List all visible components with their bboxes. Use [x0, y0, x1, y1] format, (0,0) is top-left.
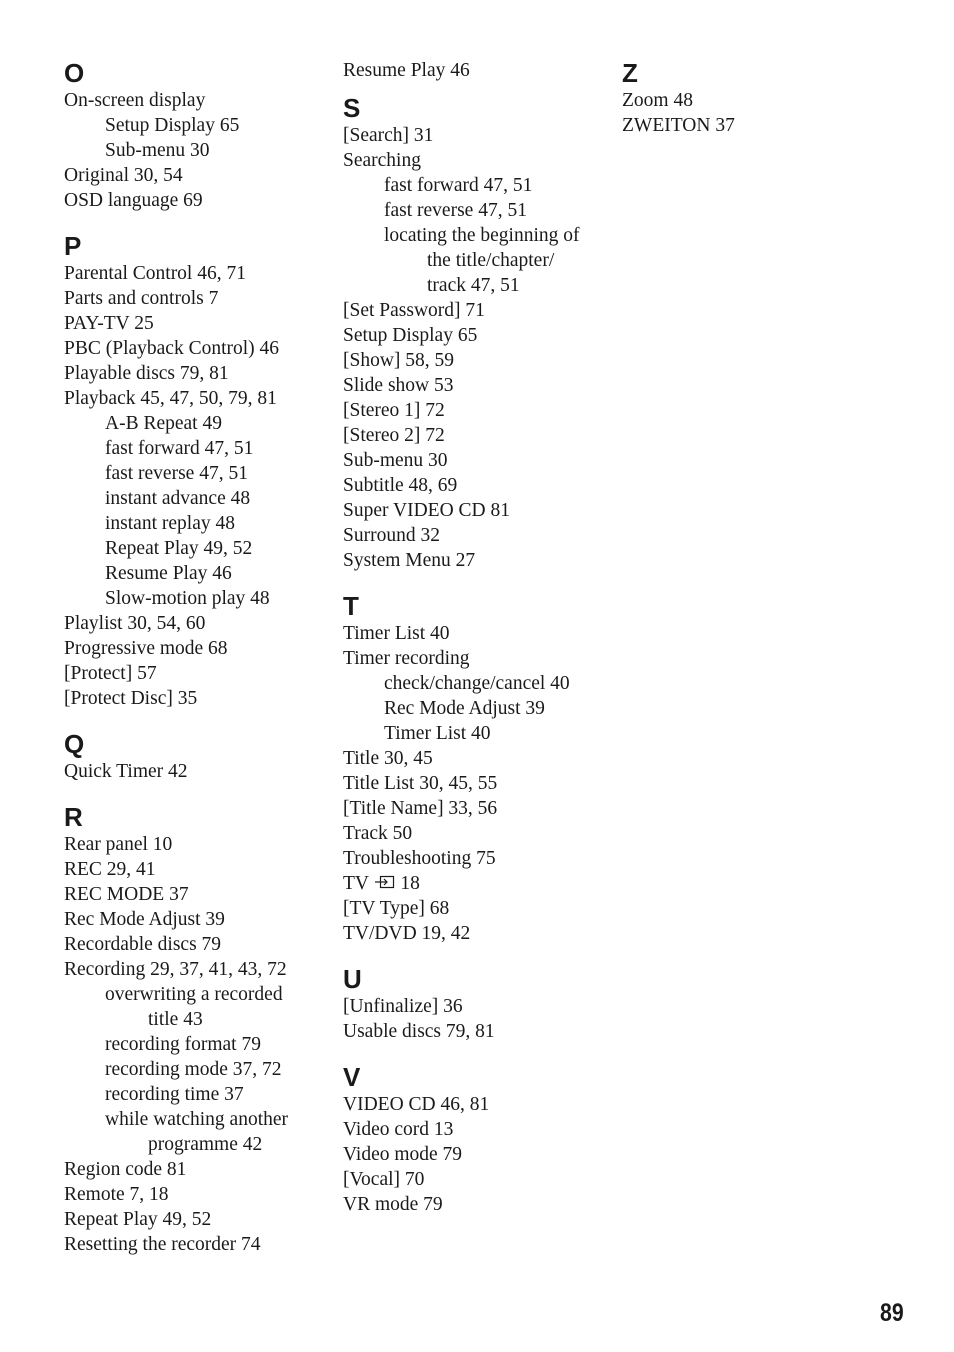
index-entry: Troubleshooting 75 [343, 848, 496, 869]
index-entry: Rec Mode Adjust 39 [64, 909, 225, 930]
entry-prefix: TV [343, 873, 369, 894]
index-entry: OSD language 69 [64, 190, 203, 211]
index-entry: Playable discs 79, 81 [64, 363, 229, 384]
index-entry: programme 42 [148, 1134, 263, 1155]
index-column-1 [64, 58, 334, 1275]
index-entry: Searching [343, 150, 421, 171]
index-entry: Progressive mode 68 [64, 638, 228, 659]
index-entry: [Search] 31 [343, 125, 434, 146]
index-entry: TV/DVD 19, 42 [343, 923, 471, 944]
index-entry: Resume Play 46 [343, 60, 470, 81]
index-entry: Setup Display 65 [105, 115, 240, 136]
index-entry: Recording 29, 37, 41, 43, 72 [64, 959, 287, 980]
index-entry: recording time 37 [105, 1084, 244, 1105]
index-entry: Subtitle 48, 69 [343, 475, 458, 496]
index-entry: [Show] 58, 59 [343, 350, 455, 371]
index-entry: [Title Name] 33, 56 [343, 798, 498, 819]
index-entry: Video cord 13 [343, 1119, 454, 1140]
section-letter: Z [622, 58, 638, 88]
index-entry: Repeat Play 49, 52 [64, 1209, 212, 1230]
index-section-p [64, 231, 334, 711]
index-entry: Parental Control 46, 71 [64, 263, 246, 284]
index-entry: Original 30, 54 [64, 165, 183, 186]
index-entry: locating the beginning of [384, 225, 580, 246]
index-entry: Title List 30, 45, 55 [343, 773, 498, 794]
index-entry: Timer List 40 [384, 723, 491, 744]
index-entry: Timer recording [343, 648, 470, 669]
index-entry: Quick Timer 42 [64, 761, 188, 782]
index-entry: [Set Password] 71 [343, 300, 485, 321]
index-entry: fast forward 47, 51 [105, 438, 254, 459]
index-entry [343, 871, 613, 896]
index-entry: [Protect] 57 [64, 663, 157, 684]
index-entry: Recordable discs 79 [64, 934, 222, 955]
index-entry: ZWEITON 37 [622, 115, 735, 136]
index-entry: [Stereo 1] 72 [343, 400, 445, 421]
index-entry: instant replay 48 [105, 513, 235, 534]
index-entry: instant advance 48 [105, 488, 251, 509]
index-entry: [Stereo 2] 72 [343, 425, 445, 446]
index-entry: while watching another [105, 1109, 289, 1130]
index-section-z [622, 58, 892, 138]
section-letter: V [343, 1062, 361, 1092]
section-letter: U [343, 964, 362, 994]
index-entry: fast forward 47, 51 [384, 175, 533, 196]
index-entry: Resetting the recorder 74 [64, 1234, 261, 1255]
index-entry: Sub-menu 30 [105, 140, 210, 161]
index-entry: Zoom 48 [622, 90, 693, 111]
index-section-s [343, 93, 613, 573]
index-column-2 [343, 58, 613, 1235]
page-number: 89 [880, 1299, 904, 1327]
index-entry: PBC (Playback Control) 46 [64, 338, 280, 359]
index-entry: Region code 81 [64, 1159, 187, 1180]
section-letter: R [64, 802, 83, 832]
index-entry: VIDEO CD 46, 81 [343, 1094, 490, 1115]
index-section-v [343, 1062, 613, 1217]
index-entry: fast reverse 47, 51 [384, 200, 527, 221]
index-entry: System Menu 27 [343, 550, 476, 571]
index-entry: VR mode 79 [343, 1194, 443, 1215]
index-entry: Sub-menu 30 [343, 450, 448, 471]
index-entry: Video mode 79 [343, 1144, 463, 1165]
index-entry: Remote 7, 18 [64, 1184, 169, 1205]
section-letter: O [64, 58, 85, 88]
index-entry: Track 50 [343, 823, 413, 844]
index-entry: Slow-motion play 48 [105, 588, 270, 609]
index-section-continued [343, 58, 613, 83]
index-entry: Repeat Play 49, 52 [105, 538, 253, 559]
index-entry: fast reverse 47, 51 [105, 463, 248, 484]
index-column-3 [622, 58, 892, 156]
index-entry: recording mode 37, 72 [105, 1059, 282, 1080]
index-entry: [Unfinalize] 36 [343, 996, 463, 1017]
index-section-o [64, 58, 334, 213]
section-letter: T [343, 591, 359, 621]
index-entry: On-screen display [64, 90, 206, 111]
index-section-q [64, 729, 334, 784]
index-entry: Slide show 53 [343, 375, 454, 396]
index-entry: [Vocal] 70 [343, 1169, 425, 1190]
index-entry: [Protect Disc] 35 [64, 688, 198, 709]
index-entry: Setup Display 65 [343, 325, 478, 346]
index-section-r [64, 802, 334, 1257]
index-entry: Super VIDEO CD 81 [343, 500, 511, 521]
section-letter: P [64, 231, 82, 261]
index-entry: Timer List 40 [343, 623, 450, 644]
index-entry: REC MODE 37 [64, 884, 189, 905]
index-entry: Title 30, 45 [343, 748, 433, 769]
index-entry: REC 29, 41 [64, 859, 156, 880]
section-letter: S [343, 93, 361, 123]
index-entry: overwriting a recorded [105, 984, 283, 1005]
index-entry: Resume Play 46 [105, 563, 232, 584]
index-entry: [TV Type] 68 [343, 898, 450, 919]
section-letter: Q [64, 729, 85, 759]
index-entry: PAY-TV 25 [64, 313, 154, 334]
index-entry: Surround 32 [343, 525, 440, 546]
index-entry: Playlist 30, 54, 60 [64, 613, 206, 634]
index-entry: A-B Repeat 49 [105, 413, 222, 434]
index-entry: the title/chapter/ [427, 250, 555, 271]
index-entry: title 43 [148, 1009, 203, 1030]
input-select-icon [374, 871, 396, 896]
index-entry: check/change/cancel 40 [384, 673, 570, 694]
index-entry: Parts and controls 7 [64, 288, 219, 309]
index-entry: Usable discs 79, 81 [343, 1021, 495, 1042]
index-section-t [343, 591, 613, 946]
index-entry: recording format 79 [105, 1034, 261, 1055]
index-entry: track 47, 51 [427, 275, 520, 296]
index-section-u [343, 964, 613, 1044]
index-entry: Rear panel 10 [64, 834, 173, 855]
index-entry: Playback 45, 47, 50, 79, 81 [64, 388, 277, 409]
entry-text: 18 [400, 873, 420, 894]
index-entry: Rec Mode Adjust 39 [384, 698, 545, 719]
